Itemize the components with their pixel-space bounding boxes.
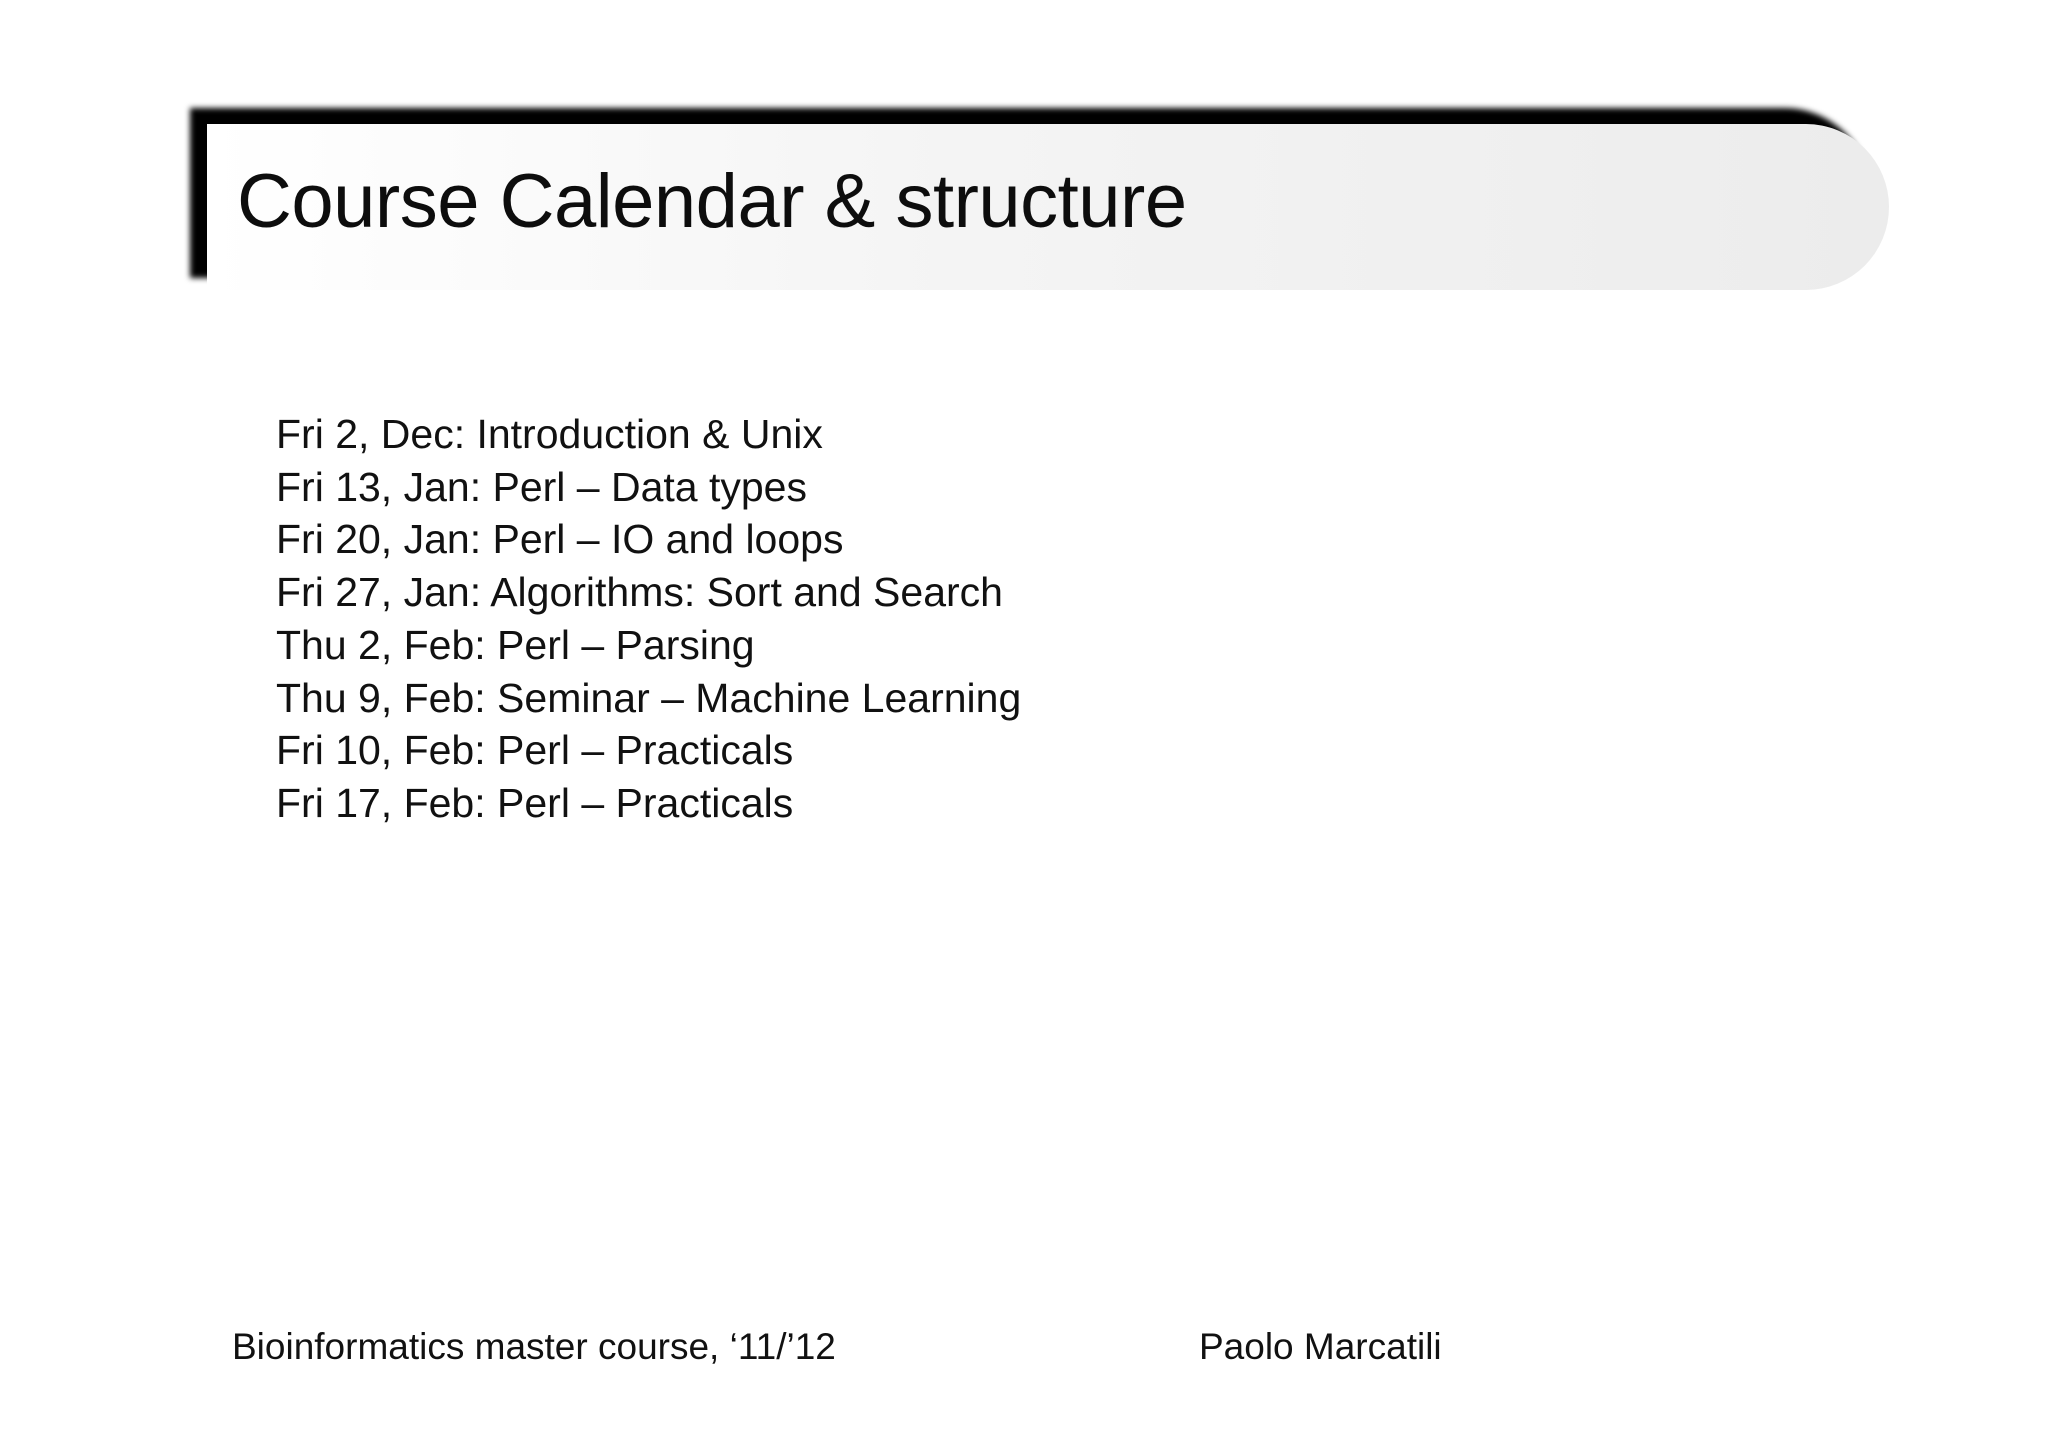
schedule-list bbox=[276, 408, 1021, 830]
schedule-item: Fri 2, Dec: Introduction & Unix bbox=[276, 411, 823, 457]
schedule-item: Thu 2, Feb: Perl – Parsing bbox=[276, 621, 755, 668]
footer-course: Bioinformatics master course, ‘11/’12 bbox=[232, 1326, 836, 1367]
schedule-item: Fri 20, Jan: Perl – IO and loops bbox=[276, 516, 844, 563]
schedule-item: Fri 17, Feb: Perl – Practicals bbox=[276, 779, 794, 826]
schedule-item: Fri 13, Jan: Perl – Data types bbox=[276, 463, 807, 510]
slide-title: Course Calendar & structure bbox=[237, 159, 1187, 244]
footer-author: Paolo Marcatili bbox=[1199, 1326, 1442, 1367]
schedule-item: Fri 10, Feb: Perl – Practicals bbox=[276, 727, 794, 774]
schedule-item: Thu 9, Feb: Seminar – Machine Learning bbox=[276, 674, 1022, 721]
schedule-item: Fri 27, Jan: Algorithms: Sort and Search bbox=[276, 569, 1003, 616]
